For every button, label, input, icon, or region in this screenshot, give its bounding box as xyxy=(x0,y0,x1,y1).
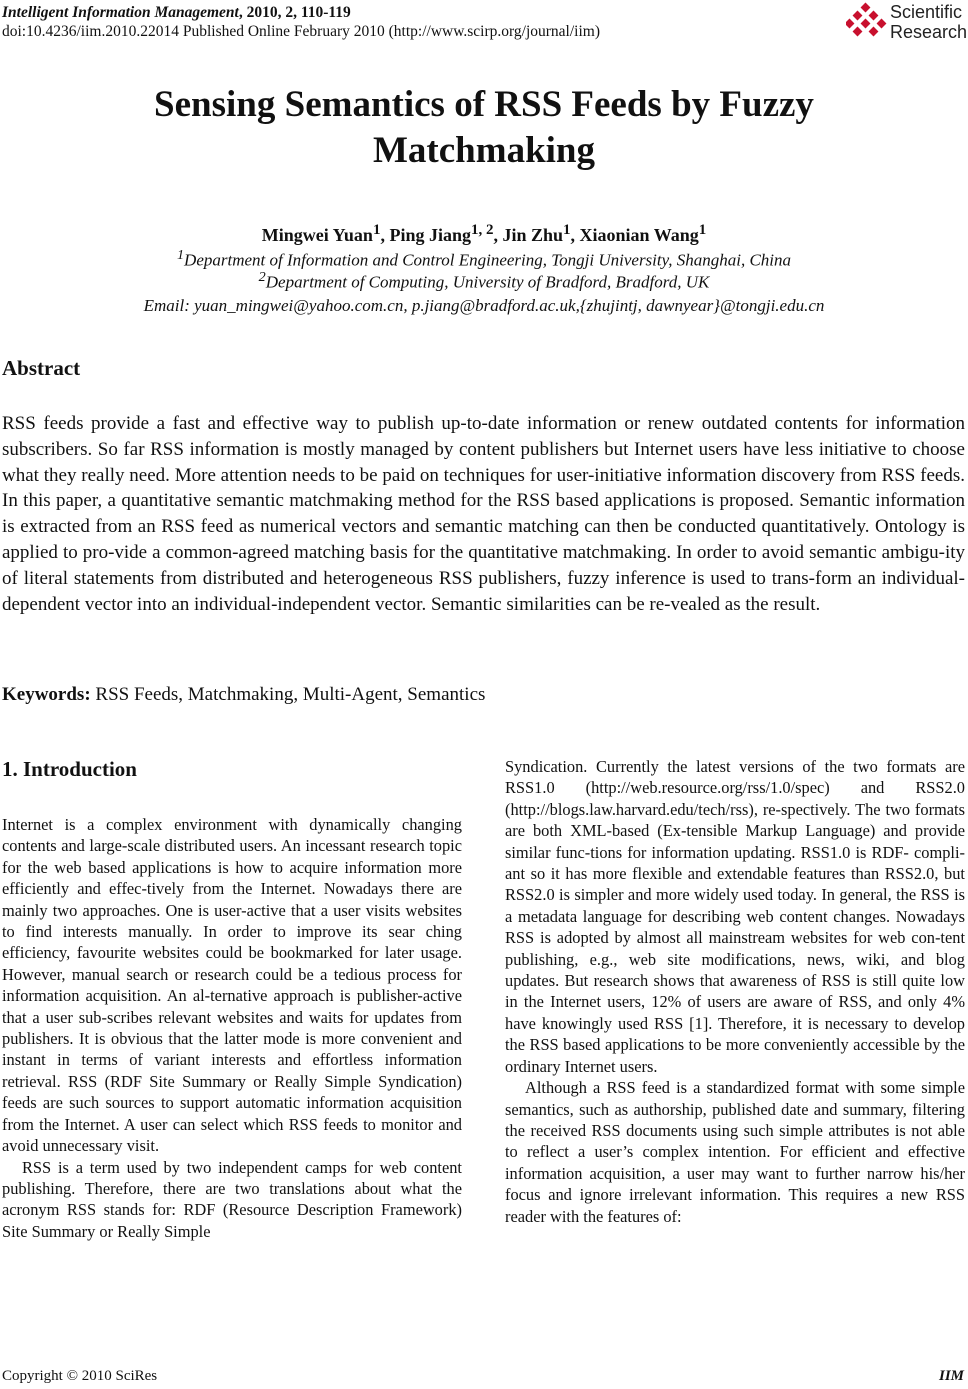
keywords-text: RSS Feeds, Matchmaking, Multi-Agent, Semantics xyxy=(90,684,486,705)
email-line xyxy=(0,295,968,317)
email-label: Email xyxy=(143,296,185,315)
author-affil-sup: 1 xyxy=(372,222,381,238)
footer-copyright: Copyright © 2010 SciRes xyxy=(2,1368,158,1384)
paragraph: Internet is a complex environment with dynamically changing contents and large-scale distributed users. An incessant research topic for the web based applications is how to acquire information more efficiently and effec-tively from the Internet. Nowadays there are mainly two approaches. One is user-active that a user visits websites to find interests manually. In order to improve its sear ching efficiency, favourite websites could be bookmarked for later usage. However, manual search or research could be a tedious process for information acquisition. An al-ternative approach is publisher-active that a user sub-scribes relevant websites and waits for updates from publishers. It is obvious that the latter mode is more convenient and instant in terms of variant interests and effortless information retrieval. RSS (RDF Site Summary or Really Simple Syndication) feeds are such sources to support automatic information acquisition from the Internet. A user can select which RSS feeds to monitor and avoid unnecessary visit. xyxy=(2,815,462,1156)
author-name: Mingwei Yuan xyxy=(261,225,373,245)
author-list xyxy=(0,218,968,247)
keywords-label: Keywords: xyxy=(2,684,91,705)
affiliation-sup: 2 xyxy=(258,269,266,285)
keywords xyxy=(2,683,485,707)
journal-name: Intelligent Information Management xyxy=(2,4,239,21)
email-addresses[interactable]: : yuan_mingwei@yahoo.com.cn, p.jiang@bradford.ac.uk,{zhujintj, dawnyear}@tongji.edu.cn xyxy=(184,296,825,315)
doi-line: doi:10.4236/iim.2010.22014 Published Online February 2010 (http://www.scirp.org/journal/iim) xyxy=(2,23,600,40)
author-affil-sup: 1 xyxy=(698,222,707,238)
paragraph: RSS is a term used by two independent camps for web content publishing. Therefore, there are two translations about what the acronym RSS stands for: RDF (Resource Description Framework) Site Summary or Really Simple xyxy=(2,1157,462,1241)
affiliation-text: Department of Information and Control Engineering, Tongji University, Shanghai, China xyxy=(184,250,792,270)
author-affil-sup: 1, 2 xyxy=(470,222,494,238)
paragraph: Syndication. Currently the latest versions of the two formats are RSS1.0 (http://web.resource.org/rss/1.0/spec) and RSS2.0 (http://blogs.law.harvard.edu/tech/rss), re-spectively. The two formats are both XML-based (Ex-tensible Markup Language) and provide similar func-tions for information updating. RSS1.0 is RDF- compli-ant so it has more flexible and extendable features than RSS2.0, but RSS2.0 is simpler and more widely used today. In general, the RSS is a metadata language for describing web content changes. Nowadays RSS is adopted by almost all mainstream websites for web con-tent publishing, e.g., web site modifications, news, wiki, and blog updates. But research shows that awareness of RSS is still quite low in the Internet users, 12% of users are aware of RSS, and only 4% have knowingly used RSS [1]. Therefore, it is necessary to develop the RSS based applications to be more conveniently accessible by the ordinary Internet users. xyxy=(505,757,965,1076)
paragraph: Although a RSS feed is a standardized format with some simple semantics, such as authorship, published date and summary, filtering the received RSS documents using such simple attributes is not able to reflect a user’s complex intention. For efficient and effective information acquisition, a user may want to further narrow his/her focus and ignore irrelevant information. This requires a new RSS reader with the features of: xyxy=(505,1078,965,1226)
journal-volume: , 2010, 2, 110-119 xyxy=(238,4,351,21)
author-separator: , xyxy=(493,225,503,245)
journal-citation xyxy=(2,3,351,22)
footer-journal-abbr: IIM xyxy=(938,1368,964,1384)
author-name: Ping Jiang xyxy=(389,225,471,245)
author-name: Jin Zhu xyxy=(502,225,564,245)
author-name: Xiaonian Wang xyxy=(579,225,699,245)
affiliation-sup: 1 xyxy=(176,247,185,263)
affiliation-text: Department of Computing, University of Bradford, Bradford, UK xyxy=(265,272,710,292)
paper-title: Sensing Semantics of RSS Feeds by Fuzzy Matchmaking xyxy=(154,84,814,171)
abstract-heading: Abstract xyxy=(2,356,81,380)
logo-line-2: Research xyxy=(890,22,968,42)
abstract-text: RSS feeds provide a fast and effective way to publish up-to-date information or renew outdated contents for information subscribers. So far RSS information is mostly managed by content publishers but Internet users have less initiative to choose what they really need. More attention needs to be paid on techniques for user-initiative information discovery from RSS feeds. In this paper, a quantitative semantic matchmaking method for the RSS based applications is proposed. Semantic information is extracted from an RSS feed as numerical vectors and semantic matching can then be conducted quantitatively. Ontology is applied to pro-vide a common-agreed matching basis for the quantitative matchmaking. In order to avoid semantic ambigu-ity of literal statements from distributed and heterogeneous RSS publishers, fuzzy inference is used to trans-form an individual-dependent vector into an individual-independent vector. Semantic similarities can be re-vealed as the result. xyxy=(2,413,965,615)
right-column xyxy=(505,756,965,1227)
scientific-research-logo-icon xyxy=(846,2,888,44)
affiliation-2 xyxy=(0,266,968,294)
left-column xyxy=(2,814,462,1242)
logo-line-1: Scientific xyxy=(890,2,963,22)
publisher-logo xyxy=(846,2,968,44)
author-separator: , xyxy=(570,225,580,245)
logo-text xyxy=(890,2,967,42)
author-affil-sup: 1 xyxy=(563,222,571,238)
author-separator: , xyxy=(380,225,390,245)
section-heading-introduction: 1. Introduction xyxy=(2,757,137,781)
